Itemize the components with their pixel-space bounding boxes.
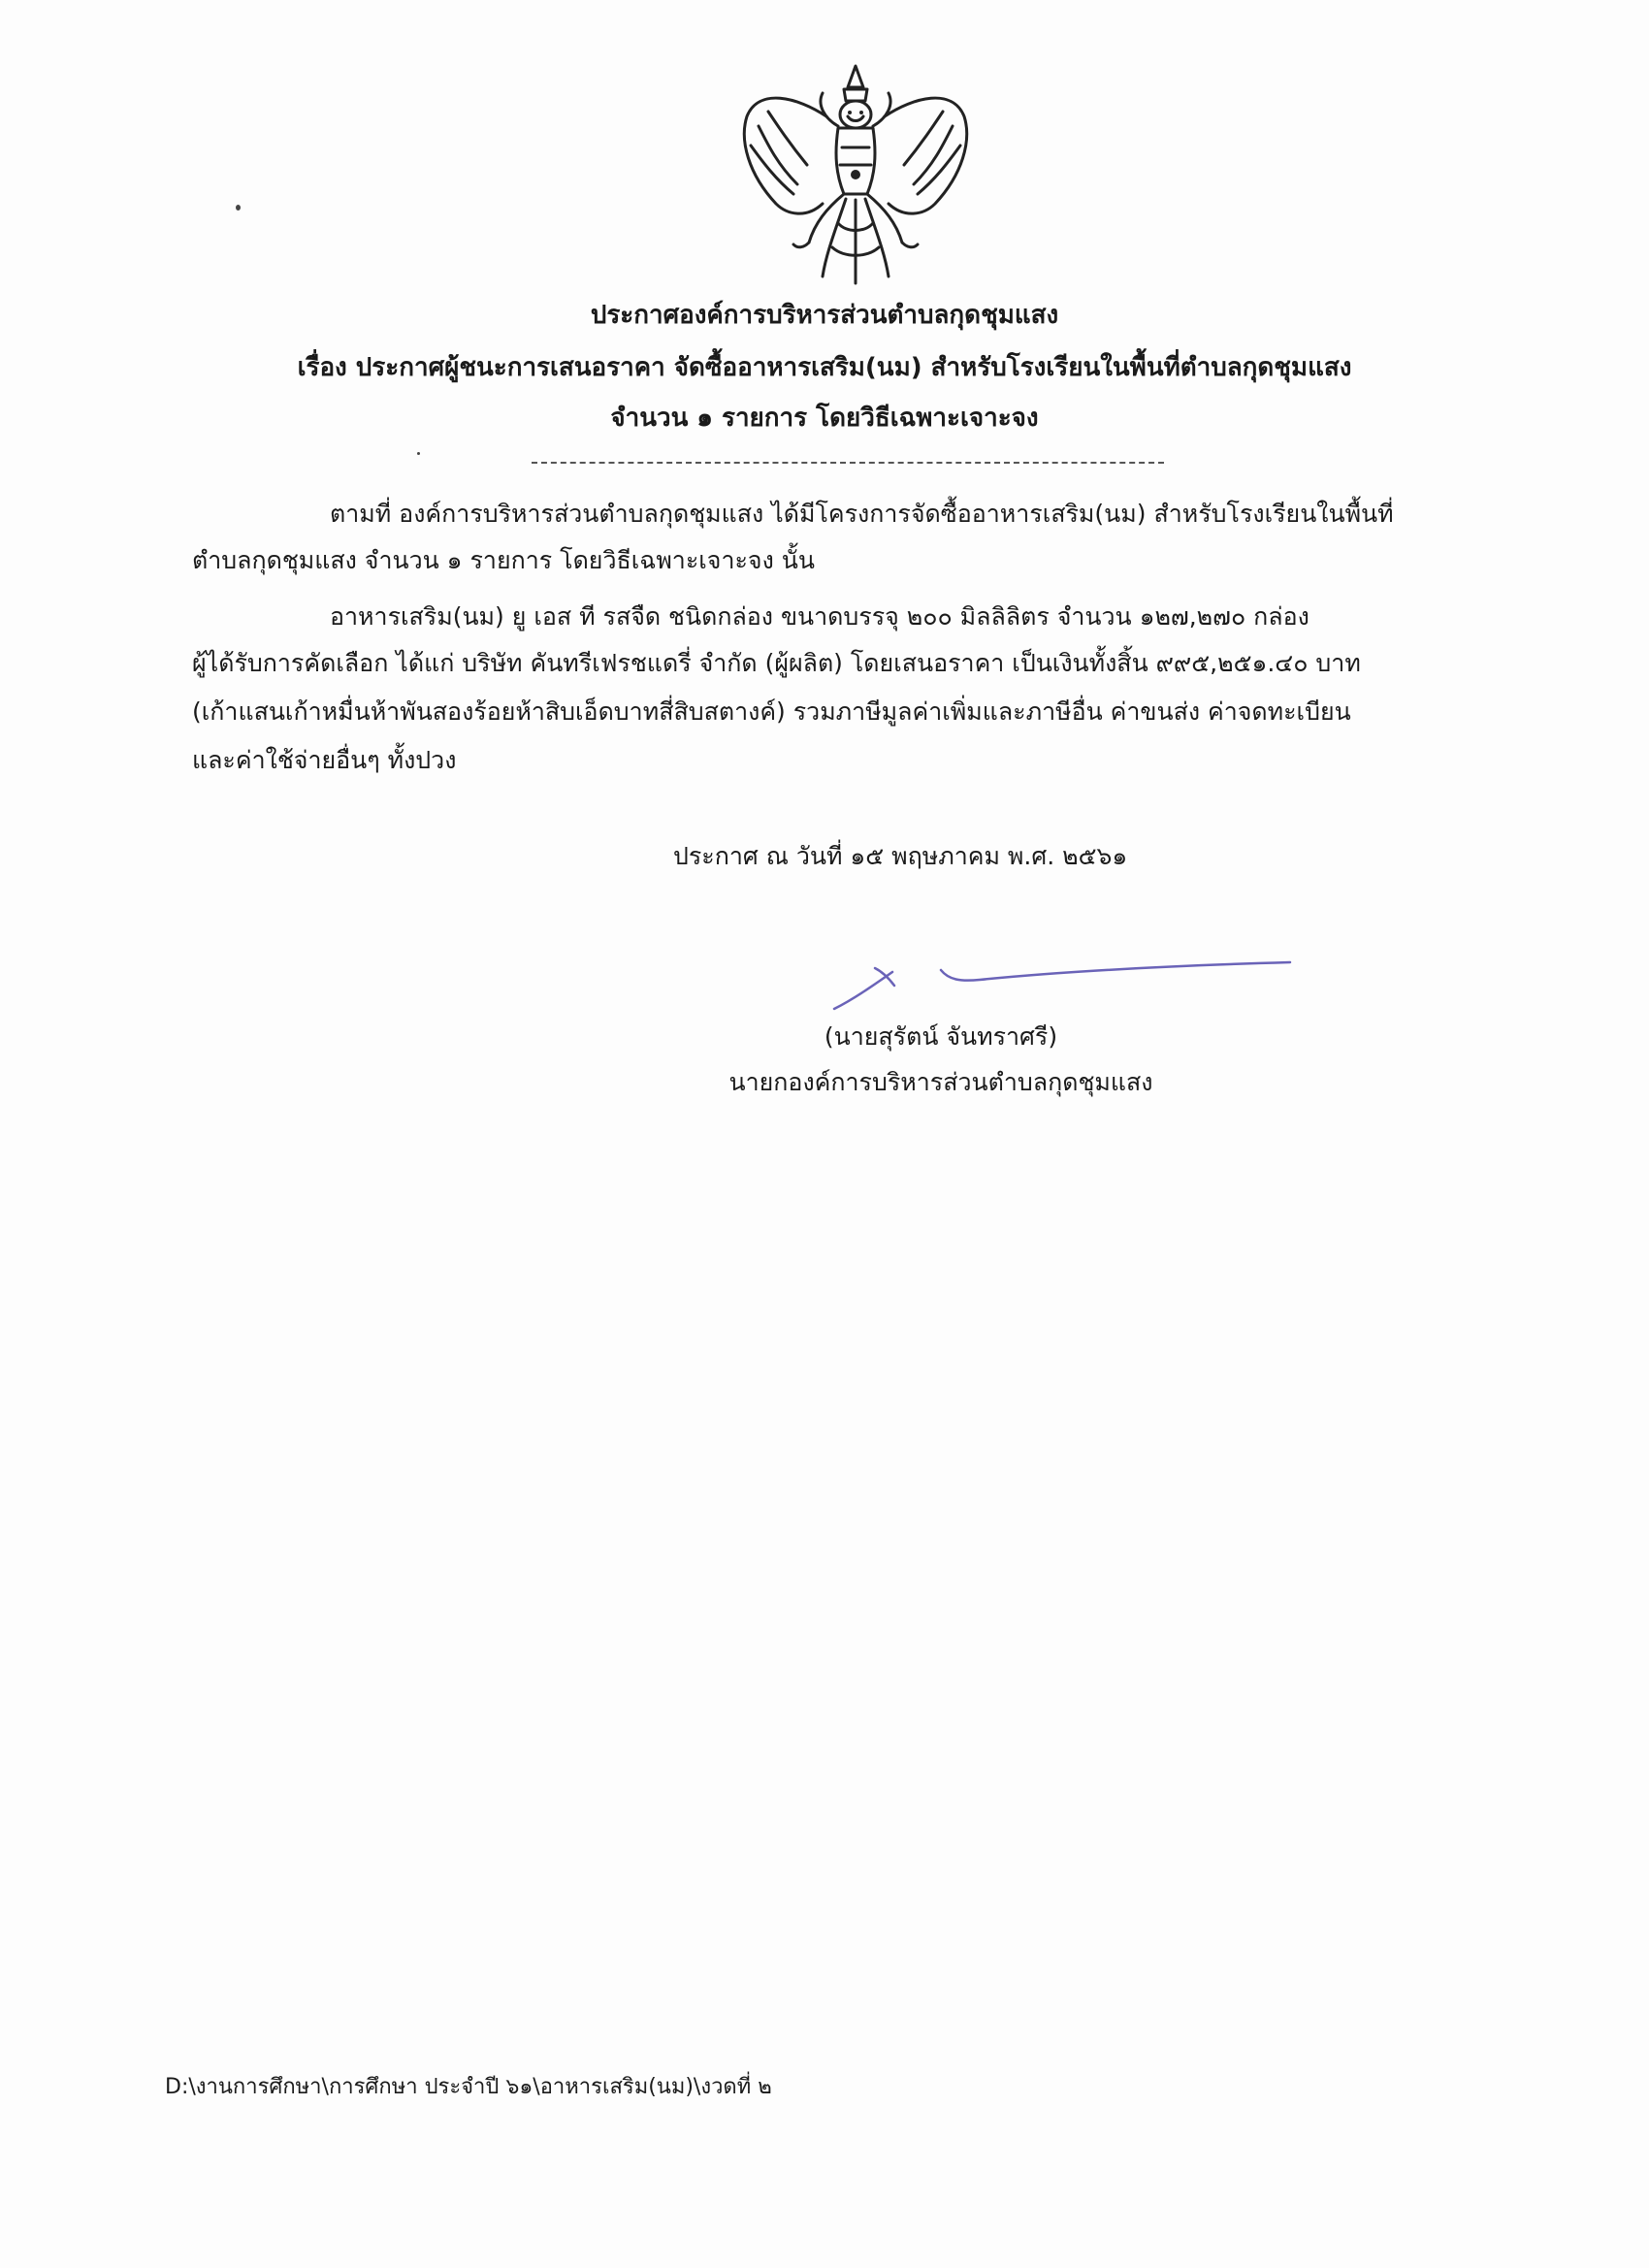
paragraph2-line2: ผู้ได้รับการคัดเลือก ได้แก่ บริษัท คันทรีเฟรชแดรี่ จำกัด (ผู้ผลิต) โดยเสนอราคา เป็นเงินทั้งสิ้น ๙๙๕,๒๕๑.๔๐ บาท	[192, 649, 1361, 677]
footer-file-path: D:\งานการศึกษา\การศึกษา ประจำปี ๖๑\อาหารเสริม(นม)\งวดที่ ๒	[165, 2075, 772, 2099]
paragraph1-line2: ตำบลกุดชุมแสง จำนวน ๑ รายการ โดยวิธีเฉพาะเจาะจง นั้น	[192, 546, 815, 574]
signer-position: นายกองค์การบริหารส่วนตำบลกุดชุมแสง	[728, 1068, 1153, 1096]
paragraph2-line1: อาหารเสริม(นม) ยู เอส ที รสจืด ชนิดกล่อง ขนาดบรรจุ ๒๐๐ มิลลิลิตร จำนวน ๑๒๗,๒๗๐ กล่อง	[330, 602, 1310, 631]
announcement-subject: เรื่อง ประกาศผู้ชนะการเสนอราคา จัดซื้ออาหารเสริม(นม) สำหรับโรงเรียนในพื้นที่ตำบลกุดชุมแสง	[297, 353, 1352, 382]
paragraph2-line4: และค่าใช้จ่ายอื่นๆ ทั้งปวง	[192, 746, 457, 774]
heading-divider	[532, 462, 1164, 464]
paragraph2-line3: (เก้าแสนเก้าหมื่นห้าพันสองร้อยห้าสิบเอ็ดบาทสี่สิบสตางค์) รวมภาษีมูลค่าเพิ่มและภาษีอื่น ค่าขนส่ง ค่าจดทะเบียน	[192, 697, 1351, 726]
signer-name: (นายสุรัตน์ จันทราศรี)	[824, 1022, 1058, 1051]
paragraph1-line1: ตามที่ องค์การบริหารส่วนตำบลกุดชุมแสง ได้มีโครงการจัดซื้ออาหารเสริม(นม) สำหรับโรงเรียนในพื้นที่	[330, 500, 1394, 528]
announcement-date: ประกาศ ณ วันที่ ๑๕ พฤษภาคม พ.ศ. ๒๕๖๑	[673, 842, 1128, 870]
announcement-subject-line2: จำนวน ๑ รายการ โดยวิธีเฉพาะเจาะจง	[610, 404, 1039, 433]
scan-speck	[236, 205, 241, 211]
handwritten-signature	[824, 951, 1310, 1019]
garuda-emblem-icon	[729, 58, 982, 291]
announcement-title: ประกาศองค์การบริหารส่วนตำบลกุดชุมแสง	[590, 301, 1059, 330]
scan-speck	[417, 452, 420, 455]
